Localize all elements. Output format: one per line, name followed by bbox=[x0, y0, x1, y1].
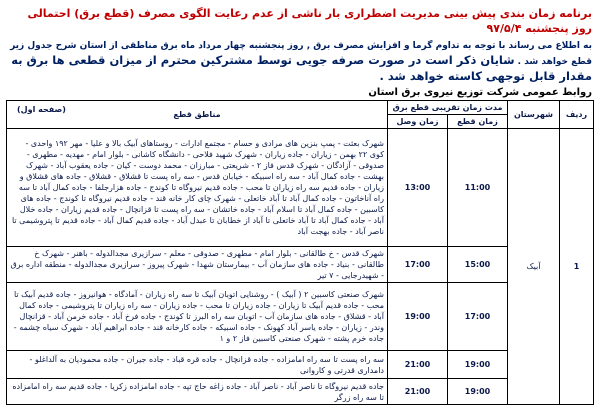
areas-cell: سه راه پست تا سه راه امامزاده - جاده قزانچال - جاده قره قباد - جاده جیران - جاده محمودیان به آلداغلو - دامداری قدرتی و کاروانی bbox=[7, 351, 388, 379]
end-time: 21:00 bbox=[388, 379, 448, 405]
end-time: 19:00 bbox=[388, 283, 448, 351]
header-end-time: زمان وصل bbox=[388, 115, 448, 129]
header bbox=[6, 6, 592, 100]
header-areas bbox=[7, 101, 388, 129]
signature: روابط عمومی شرکت توزیع نیروی برق استان bbox=[368, 87, 592, 98]
header-areas-label: مناطق قطع bbox=[173, 110, 221, 119]
row-number: 1 bbox=[560, 129, 594, 405]
areas-cell: شهرک صنعتی کاسبین ۲ ( آبیک ) - روشنایی اتوبان آبیک تا سه راه زیاران - آمادگاه - هوانیروز - جاده قدیم آبیک تا محب - جاده قدیم آبیک تا زیاران - جاده زیاران تا محب - جاده زیاران - سه راه زیاران تا پتروشیمی - جاده کمال آباد - قشلاق - جاده های سازمان آب - اتوبان سه راه البرز تا کوندج - جاده فرخ آباد - جاده خرمن آباد - قزانچال وندر - زیاران - جاده یاسر آباد کهونک - جاده اسبیکه - جاده کارخانه قند - جاده ابراهیم آباد - شهرک سیاه چشمه - جاده خرم پشته - شهرک صنعتی کاسبین فاز ۲ و ۱ bbox=[7, 283, 388, 351]
header-county: شهرستان bbox=[508, 101, 560, 129]
outage-table bbox=[6, 100, 594, 405]
header-duration: مدت زمان تقریبی قطع برق bbox=[388, 101, 508, 115]
header-page-label: (صفحه اول) bbox=[17, 105, 66, 114]
start-time: 15:00 bbox=[448, 247, 508, 283]
end-time: 21:00 bbox=[388, 351, 448, 379]
county-name: آبیک bbox=[508, 129, 560, 405]
header-start-time: زمان قطع bbox=[448, 115, 508, 129]
notice-part1: به اطلاع می رساند با توجه به تداوم گرما و افزایش مصرف برق , روز پنجشنبه چهار مرداد ماه برق مناطقی از استان شرح جدول زیر قطع خواهد شد . bbox=[10, 41, 592, 67]
headline: برنامه زمان بندی پیش بینی مدیریت اضطراری بار ناشی از عدم رعایت الگوی مصرف (قطع برق) احتمالی روز پنجشنبه ۹۷/۵/۴ bbox=[27, 7, 592, 35]
start-time: 19:00 bbox=[448, 351, 508, 379]
start-time: 19:00 bbox=[448, 379, 508, 405]
table-row bbox=[7, 247, 594, 283]
table-row bbox=[7, 351, 594, 379]
end-time: 17:00 bbox=[388, 247, 448, 283]
notice-paragraph bbox=[6, 39, 592, 85]
areas-cell: شهرک قدس - خ طالقانی - بلوار امام - مطهری - صدوقی - معلم - سرازیری مجدالدوله - باهنر - شهرک خ طالقانی - بنیاد - جاده های سازمان آب - بیمارستان شهدا - شهرک پیروز - سرازیری مجدالدوله - منطقه اداره برق - شهیدرجایی - ۷ تیر bbox=[7, 247, 388, 283]
areas-cell: جاده قدیم نیروگاه تا ناصر آباد - ناصر آباد - جاده زاغه حاج تپه - جاده امامزاده زکریا - جاده قدیم سه راه امامزاده تا سه راه زرگر bbox=[7, 379, 388, 405]
end-time: 13:00 bbox=[388, 129, 448, 247]
start-time: 17:00 bbox=[448, 283, 508, 351]
areas-cell: شهرک بعثت - پمپ بنزین های مرادی و حسام - مجتمع ادارات - روستاهای آبیک بالا و علیا - مهر ۱۹۲ واحدی - کوی ۲۲ بهمن - زیاران - جاده زیاران - شهرک شهید فلاحی - دانشگاه کاشانی - بلوار امام - مهدیه - مطهری - صدوقی - آزادگان - شهرک قدس فاز ۲ - شریعتی - مبارزان - محمد دوست - کیان - جاده یعقوب آباد - شهرک بهشت - جاده کمال آباد - سه راه اسبیکه - خیابان قدس - سه راه پست تا قشلاق - قشلاق - جاده های قشلاق و زیاران - جاده قدیم سه راه زیاران تا محب - جاده قدیم نیروگاه تا کوندج - جاده هزارجلفا - جاده کمال آباد تا سه راه آناخاتون - جاده کمال آباد تا آباد خاتعلی - شهرک چای کار خانه قند - جاده قدیم نیروگاه تا کوندج - جاده های کاسبین - جاده کمال آباد تا اسلام آباد - جاده خاتشان - سه راه پست تا قزانچال - جاده قدیم زیاران - جاده خلال آباد - جاده کمال آباد تا آباد خاتعلی تا آباد از خطابان تا عبدل آباد - جاده قدیم کمال آباد - جاده قدیم تا پتروشیمی تا ناصر آباد - جاده بهجت آباد bbox=[7, 129, 388, 247]
table-row bbox=[7, 283, 594, 351]
notice-part2: شایان ذکر است در صورت صرفه جویی توسط مشترکین محترم از میزان قطعی ها برق به مقدار قابل توجهی کاسته خواهد شد . bbox=[11, 53, 592, 83]
table-row bbox=[7, 129, 594, 247]
header-row-number: ردیف bbox=[560, 101, 594, 129]
start-time: 11:00 bbox=[448, 129, 508, 247]
table-row bbox=[7, 379, 594, 405]
